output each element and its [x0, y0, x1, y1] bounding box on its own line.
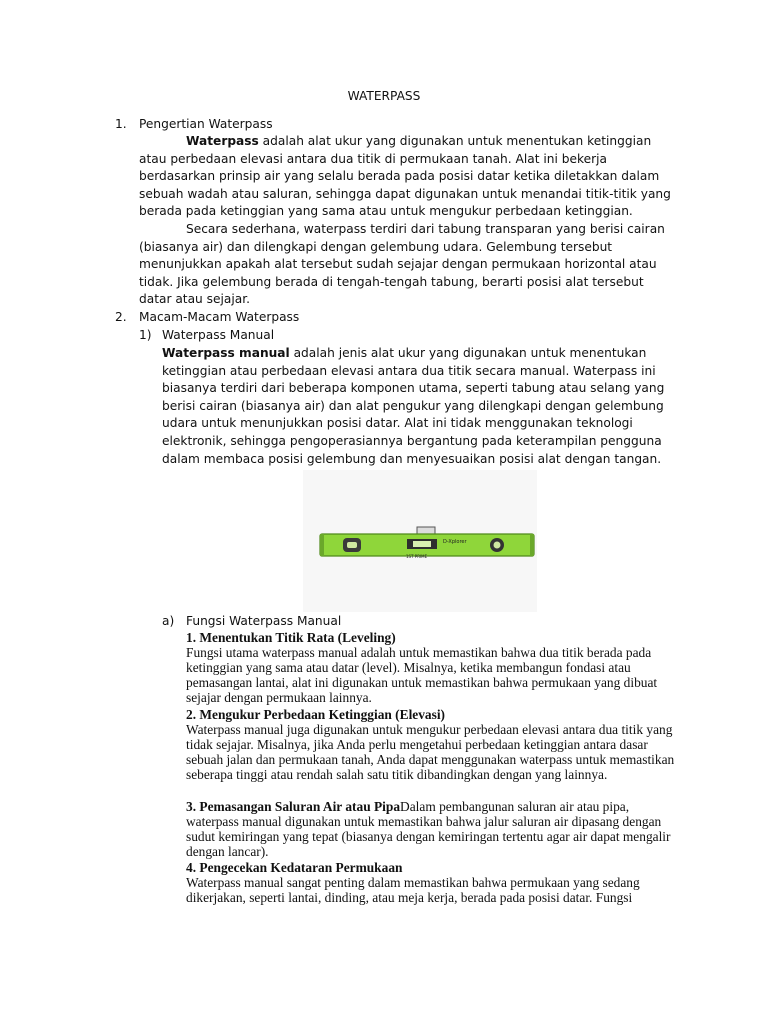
function-1 [186, 630, 676, 705]
function-3-title: 3. Pemasangan Saluran Air atau Pipa [186, 799, 401, 814]
spirit-level-illustration [303, 470, 537, 612]
paragraph-text: adalah alat ukur yang digunakan untuk menentukan ketinggian atau perbedaan elevasi antara dua titik di permukaan tanah. Alat ini bekerja berdasarkan prinsip air yang selalu berada pada posisi datar ketika diletakkan dalam sebuah wadah atau saluran, sehingga dapat digunakan untuk menandai titik-titik yang berada pada ketinggian yang sama atau untuk mengukur perbedaan ketinggian. [139, 134, 671, 219]
subsection-1-number: 1) [139, 328, 152, 342]
function-list-label: a) [162, 614, 175, 628]
page-title: WATERPASS [347, 89, 421, 103]
function-3 [186, 799, 676, 859]
section-1-paragraph-1 [139, 133, 679, 221]
section-1-number: 1. [115, 117, 127, 131]
section-2-number: 2. [115, 310, 127, 324]
section-2-heading: Macam-Macam Waterpass [139, 310, 300, 324]
function-4-title: 4. Pengecekan Kedataran Permukaan [186, 860, 403, 875]
device-model-text: 1ST PRIME [406, 554, 428, 559]
subsection-1-paragraph [162, 345, 678, 468]
waterpass-image [303, 470, 537, 612]
term-waterpass: Waterpass [186, 134, 259, 148]
function-4-body: Waterpass manual sangat penting dalam memastikan bahwa permukaan yang sedang dikerjakan, seperti lantai, dinding, atau meja kerja, berada pada posisi datar. Fungsi [186, 875, 640, 906]
device-brand-text: D-Xplorer [443, 539, 467, 545]
function-2 [186, 707, 676, 782]
section-1-heading: Pengertian Waterpass [139, 117, 273, 131]
function-1-title: 1. Menentukan Titik Rata (Leveling) [186, 630, 396, 645]
function-1-body: Fungsi utama waterpass manual adalah untuk memastikan bahwa dua titik berada pada ketinggian yang sama atau datar (level). Misalnya, ketika membangun fondasi atau pemasangan lantai, alat ini digunakan untuk memastikan bahwa permukaan yang dibuat sejajar dengan permukaan lainnya. [186, 645, 658, 706]
function-4 [186, 860, 676, 905]
section-1-paragraph-2 [139, 221, 679, 309]
function-list-heading: Fungsi Waterpass Manual [186, 614, 342, 628]
term-waterpass-manual: Waterpass manual [162, 346, 290, 360]
function-3-body: Dalam pembangunan saluran air atau pipa, waterpass manual digunakan untuk memastikan bahwa jalur saluran air dipasang dengan sudut kemiringan yang tepat (biasanya dengan kemiringan tertentu agar air dapat mengalir dengan lancar). [186, 799, 671, 860]
paragraph-text: adalah jenis alat ukur yang digunakan untuk menentukan ketinggian atau perbedaan elevasi antara dua titik secara manual. Waterpass ini biasanya terdiri dari beberapa komponen utama, seperti tabung atau selang yang berisi cairan (biasanya air) dan alat pengukur yang dilengkapi dengan gelembung udara untuk menunjukkan posisi datar. Alat ini tidak menggunakan teknologi elektronik, sehingga pengoperasiannya bergantung pada keterampilan pengguna dalam membaca posisi gelembung dan menyesuaikan posisi alat dengan tangan. [162, 346, 665, 466]
subsection-1-heading: Waterpass Manual [162, 328, 275, 342]
function-2-title: 2. Mengukur Perbedaan Ketinggian (Elevasi) [186, 707, 446, 722]
function-2-body: Waterpass manual juga digunakan untuk mengukur perbedaan elevasi antara dua titik yang tidak sejajar. Misalnya, jika Anda perlu mengetahui perbedaan ketinggian antara dasar sebuah jalan dan permukaan tanah, Anda dapat menggunakan waterpass untuk memastikan seberapa tinggi atau rendah salah satu titik dibandingkan dengan yang lainnya. [186, 722, 675, 783]
paragraph-text: Secara sederhana, waterpass terdiri dari tabung transparan yang berisi cairan (biasanya air) dan dilengkapi dengan gelembung udara. Gelembung tersebut menunjukkan apakah alat tersebut sudah sejajar dengan permukaan horizontal atau tidak. Jika gelembung berada di tengah-tengah tabung, berarti posisi alat tersebut datar atau sejajar. [139, 222, 665, 307]
